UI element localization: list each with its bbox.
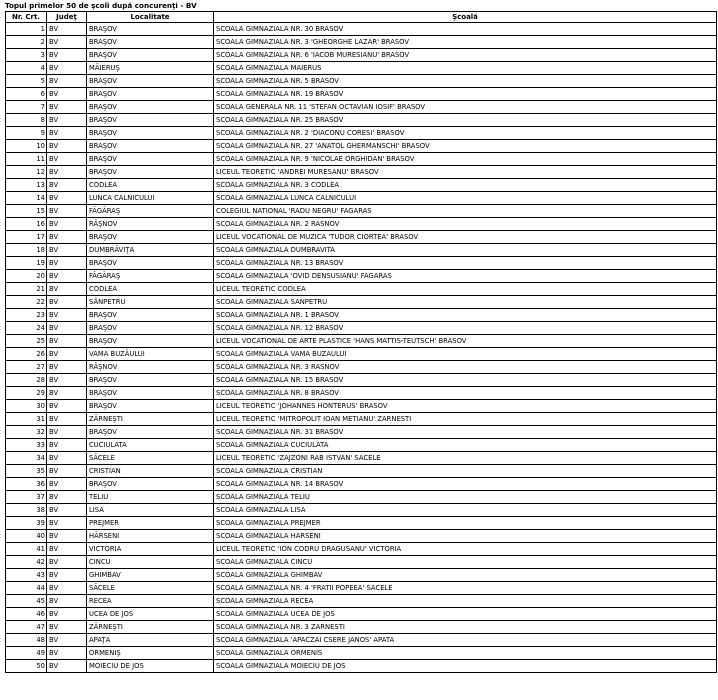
- cell-nr-crt: 16: [6, 218, 47, 231]
- cell-scoala: SCOALA GIMNAZIALA NR. 9 'NICOLAE ORGHIDAN' BRASOV: [214, 153, 717, 166]
- cell-judet: BV: [47, 426, 87, 439]
- cell-scoala: SCOALA GIMNAZIALA NR. 3 'GHEORGHE LAZAR' BRASOV: [214, 36, 717, 49]
- cell-scoala: SCOALA GIMNAZIALA MOIECIU DE JOS: [214, 660, 717, 673]
- table-row: [6, 114, 717, 127]
- schools-table: [5, 11, 717, 673]
- cell-localitate: BRAŞOV: [87, 23, 214, 36]
- cell-nr-crt: 23: [6, 309, 47, 322]
- cell-judet: BV: [47, 192, 87, 205]
- cell-localitate: BRAŞOV: [87, 127, 214, 140]
- cell-nr-crt: 50: [6, 660, 47, 673]
- table-row: [6, 62, 717, 75]
- cell-scoala: SCOALA GIMNAZIALA NR. 31 BRASOV: [214, 426, 717, 439]
- cell-localitate: BRAŞOV: [87, 309, 214, 322]
- table-row: [6, 270, 717, 283]
- cell-localitate: SÂNPETRU: [87, 296, 214, 309]
- cell-scoala: SCOALA GIMNAZIALA RECEA: [214, 595, 717, 608]
- cell-scoala: SCOALA GIMNAZIALA LUNCA CALNICULUI: [214, 192, 717, 205]
- cell-scoala: SCOALA GIMNAZIALA 'OVID DENSUSIANU' FAGARAS: [214, 270, 717, 283]
- cell-localitate: GHIMBAV: [87, 569, 214, 582]
- cell-nr-crt: 39: [6, 517, 47, 530]
- cell-scoala: SCOALA GIMNAZIALA NR. 14 BRASOV: [214, 478, 717, 491]
- header-nr-crt: Nr. Crt.: [6, 12, 47, 23]
- cell-judet: BV: [47, 465, 87, 478]
- cell-nr-crt: 6: [6, 88, 47, 101]
- cell-scoala: SCOALA GIMNAZIALA DUMBRAVITA: [214, 244, 717, 257]
- cell-nr-crt: 32: [6, 426, 47, 439]
- cell-nr-crt: 49: [6, 647, 47, 660]
- cell-localitate: BRAŞOV: [87, 400, 214, 413]
- cell-localitate: BRAŞOV: [87, 36, 214, 49]
- header-localitate: Localitate: [87, 12, 214, 23]
- cell-scoala: SCOALA GIMNAZIALA CINCU: [214, 556, 717, 569]
- cell-judet: BV: [47, 634, 87, 647]
- cell-localitate: BRAŞOV: [87, 153, 214, 166]
- table-row: [6, 296, 717, 309]
- cell-judet: BV: [47, 179, 87, 192]
- cell-nr-crt: 33: [6, 439, 47, 452]
- cell-judet: BV: [47, 491, 87, 504]
- cell-judet: BV: [47, 62, 87, 75]
- table-row: [6, 647, 717, 660]
- cell-scoala: SCOALA GIMNAZIALA ORMENIS: [214, 647, 717, 660]
- cell-scoala: SCOALA GIMNAZIALA NR. 2 'DIACONU CORESI' BRASOV: [214, 127, 717, 140]
- table-row: [6, 348, 717, 361]
- cell-judet: BV: [47, 621, 87, 634]
- cell-nr-crt: 44: [6, 582, 47, 595]
- cell-judet: BV: [47, 439, 87, 452]
- cell-nr-crt: 27: [6, 361, 47, 374]
- cell-scoala: SCOALA GIMNAZIALA NR. 30 BRASOV: [214, 23, 717, 36]
- cell-scoala: SCOALA GIMNAZIALA TELIU: [214, 491, 717, 504]
- cell-scoala: SCOALA GIMNAZIALA NR. 4 'FRATII POPEEA' SACELE: [214, 582, 717, 595]
- table-row: [6, 556, 717, 569]
- cell-nr-crt: 48: [6, 634, 47, 647]
- table-row: [6, 36, 717, 49]
- table-row: [6, 530, 717, 543]
- cell-localitate: BRAŞOV: [87, 322, 214, 335]
- table-row: [6, 166, 717, 179]
- cell-nr-crt: 24: [6, 322, 47, 335]
- cell-nr-crt: 14: [6, 192, 47, 205]
- table-row: [6, 192, 717, 205]
- cell-judet: BV: [47, 647, 87, 660]
- cell-scoala: SCOALA GIMNAZIALA NR. 15 BRASOV: [214, 374, 717, 387]
- table-row: [6, 426, 717, 439]
- cell-judet: BV: [47, 348, 87, 361]
- cell-nr-crt: 29: [6, 387, 47, 400]
- cell-nr-crt: 43: [6, 569, 47, 582]
- cell-judet: BV: [47, 270, 87, 283]
- cell-scoala: SCOALA GIMNAZIALA SANPETRU: [214, 296, 717, 309]
- cell-scoala: SCOALA GIMNAZIALA LISA: [214, 504, 717, 517]
- cell-judet: BV: [47, 23, 87, 36]
- header-scoala: Şcoală: [214, 12, 717, 23]
- cell-nr-crt: 20: [6, 270, 47, 283]
- cell-nr-crt: 35: [6, 465, 47, 478]
- cell-localitate: MĂIERUŞ: [87, 62, 214, 75]
- cell-scoala: SCOALA GIMNAZIALA NR. 19 BRASOV: [214, 88, 717, 101]
- table-row: [6, 543, 717, 556]
- cell-judet: BV: [47, 374, 87, 387]
- cell-localitate: BRAŞOV: [87, 49, 214, 62]
- cell-localitate: BRAŞOV: [87, 140, 214, 153]
- cell-nr-crt: 15: [6, 205, 47, 218]
- cell-localitate: CODLEA: [87, 179, 214, 192]
- cell-judet: BV: [47, 283, 87, 296]
- cell-nr-crt: 30: [6, 400, 47, 413]
- cell-scoala: SCOALA GIMNAZIALA VAMA BUZAULUI: [214, 348, 717, 361]
- cell-nr-crt: 26: [6, 348, 47, 361]
- cell-scoala: SCOALA GIMNAZIALA NR. 25 BRASOV: [214, 114, 717, 127]
- cell-nr-crt: 21: [6, 283, 47, 296]
- table-row: [6, 101, 717, 114]
- cell-localitate: HĂRSENI: [87, 530, 214, 543]
- cell-judet: BV: [47, 88, 87, 101]
- cell-judet: BV: [47, 582, 87, 595]
- cell-judet: BV: [47, 231, 87, 244]
- cell-nr-crt: 22: [6, 296, 47, 309]
- cell-judet: BV: [47, 257, 87, 270]
- cell-nr-crt: 40: [6, 530, 47, 543]
- table-row: [6, 49, 717, 62]
- cell-localitate: BRAŞOV: [87, 374, 214, 387]
- cell-judet: BV: [47, 543, 87, 556]
- cell-judet: BV: [47, 530, 87, 543]
- table-row: [6, 595, 717, 608]
- cell-localitate: LUNCA CALNICULUI: [87, 192, 214, 205]
- cell-judet: BV: [47, 478, 87, 491]
- cell-judet: BV: [47, 244, 87, 257]
- table-row: [6, 608, 717, 621]
- cell-nr-crt: 10: [6, 140, 47, 153]
- cell-nr-crt: 1: [6, 23, 47, 36]
- cell-localitate: UCEA DE JOS: [87, 608, 214, 621]
- cell-nr-crt: 31: [6, 413, 47, 426]
- table-row: [6, 452, 717, 465]
- cell-judet: BV: [47, 205, 87, 218]
- cell-nr-crt: 38: [6, 504, 47, 517]
- cell-judet: BV: [47, 452, 87, 465]
- cell-nr-crt: 5: [6, 75, 47, 88]
- cell-judet: BV: [47, 322, 87, 335]
- table-row: [6, 75, 717, 88]
- header-judet: Judeţ: [47, 12, 87, 23]
- cell-judet: BV: [47, 140, 87, 153]
- table-row: [6, 634, 717, 647]
- cell-localitate: BRAŞOV: [87, 387, 214, 400]
- cell-localitate: RÂŞNOV: [87, 361, 214, 374]
- cell-localitate: LISA: [87, 504, 214, 517]
- cell-nr-crt: 36: [6, 478, 47, 491]
- cell-judet: BV: [47, 387, 87, 400]
- table-row: [6, 621, 717, 634]
- table-row: [6, 322, 717, 335]
- cell-scoala: SCOALA GIMNAZIALA HARSENI: [214, 530, 717, 543]
- table-row: [6, 660, 717, 673]
- cell-scoala: SCOALA GIMNAZIALA NR. 3 RASNOV: [214, 361, 717, 374]
- cell-nr-crt: 18: [6, 244, 47, 257]
- cell-localitate: CUCIULATA: [87, 439, 214, 452]
- table-row: [6, 179, 717, 192]
- cell-scoala: SCOALA GIMNAZIALA CRISTIAN: [214, 465, 717, 478]
- table-row: [6, 491, 717, 504]
- cell-judet: BV: [47, 166, 87, 179]
- table-row: [6, 140, 717, 153]
- cell-judet: BV: [47, 608, 87, 621]
- cell-judet: BV: [47, 75, 87, 88]
- cell-scoala: SCOALA GIMNAZIALA NR. 27 'ANATOL GHERMANSCHI' BRASOV: [214, 140, 717, 153]
- table-row: [6, 569, 717, 582]
- cell-judet: BV: [47, 517, 87, 530]
- cell-nr-crt: 13: [6, 179, 47, 192]
- cell-judet: BV: [47, 296, 87, 309]
- cell-localitate: RECEA: [87, 595, 214, 608]
- table-row: [6, 387, 717, 400]
- cell-scoala: LICEUL VOCATIONAL DE ARTE PLASTICE 'HANS MATTIS-TEUTSCH' BRASOV: [214, 335, 717, 348]
- cell-localitate: ZĂRNEŞTI: [87, 413, 214, 426]
- header-row: [6, 12, 717, 23]
- cell-scoala: SCOALA GIMNAZIALA UCEA DE JOS: [214, 608, 717, 621]
- cell-judet: BV: [47, 413, 87, 426]
- table-row: [6, 413, 717, 426]
- table-row: [6, 400, 717, 413]
- cell-nr-crt: 11: [6, 153, 47, 166]
- cell-scoala: SCOALA GIMNAZIALA NR. 3 CODLEA: [214, 179, 717, 192]
- cell-localitate: BRAŞOV: [87, 335, 214, 348]
- cell-nr-crt: 45: [6, 595, 47, 608]
- cell-judet: BV: [47, 114, 87, 127]
- cell-nr-crt: 46: [6, 608, 47, 621]
- cell-judet: BV: [47, 309, 87, 322]
- cell-scoala: SCOALA GIMNAZIALA PREJMER: [214, 517, 717, 530]
- cell-localitate: BRAŞOV: [87, 101, 214, 114]
- cell-localitate: BRAŞOV: [87, 166, 214, 179]
- cell-localitate: RÂŞNOV: [87, 218, 214, 231]
- cell-judet: BV: [47, 218, 87, 231]
- cell-scoala: LICEUL VOCATIONAL DE MUZICA 'TUDOR CIORTEA' BRASOV: [214, 231, 717, 244]
- cell-judet: BV: [47, 595, 87, 608]
- cell-scoala: SCOALA GIMNAZIALA GHIMBAV: [214, 569, 717, 582]
- cell-localitate: APAŢA: [87, 634, 214, 647]
- cell-scoala: SCOALA GIMNAZIALA NR. 12 BRASOV: [214, 322, 717, 335]
- table-row: [6, 465, 717, 478]
- cell-localitate: VICTORIA: [87, 543, 214, 556]
- cell-scoala: SCOALA GENERALA NR. 11 'STEFAN OCTAVIAN IOSIF' BRASOV: [214, 101, 717, 114]
- cell-judet: BV: [47, 400, 87, 413]
- cell-localitate: BRAŞOV: [87, 231, 214, 244]
- cell-scoala: LICEUL TEORETIC 'ZAJZONI RAB ISTVAN' SACELE: [214, 452, 717, 465]
- cell-nr-crt: 28: [6, 374, 47, 387]
- cell-judet: BV: [47, 127, 87, 140]
- cell-localitate: SĂCELE: [87, 452, 214, 465]
- cell-localitate: BRAŞOV: [87, 426, 214, 439]
- table-row: [6, 244, 717, 257]
- cell-judet: BV: [47, 556, 87, 569]
- cell-localitate: CRISTIAN: [87, 465, 214, 478]
- cell-localitate: FĂGĂRAŞ: [87, 205, 214, 218]
- table-row: [6, 23, 717, 36]
- cell-localitate: FĂGĂRAŞ: [87, 270, 214, 283]
- cell-localitate: TELIU: [87, 491, 214, 504]
- cell-judet: BV: [47, 660, 87, 673]
- table-row: [6, 257, 717, 270]
- cell-nr-crt: 8: [6, 114, 47, 127]
- cell-localitate: ORMENIŞ: [87, 647, 214, 660]
- cell-localitate: DUMBRĂVIŢA: [87, 244, 214, 257]
- cell-judet: BV: [47, 504, 87, 517]
- cell-scoala: LICEUL TEORETIC 'ION CODRU DRAGUSANU' VICTORIA: [214, 543, 717, 556]
- cell-nr-crt: 9: [6, 127, 47, 140]
- table-row: [6, 478, 717, 491]
- cell-localitate: SĂCELE: [87, 582, 214, 595]
- table-row: [6, 517, 717, 530]
- cell-localitate: VAMA BUZĂULUI: [87, 348, 214, 361]
- cell-judet: BV: [47, 569, 87, 582]
- table-row: [6, 88, 717, 101]
- cell-scoala: LICEUL TEORETIC CODLEA: [214, 283, 717, 296]
- cell-localitate: MOIECIU DE JOS: [87, 660, 214, 673]
- table-row: [6, 127, 717, 140]
- table-row: [6, 231, 717, 244]
- cell-scoala: SCOALA GIMNAZIALA NR. 5 BRASOV: [214, 75, 717, 88]
- cell-scoala: SCOALA GIMNAZIALA CUCIULATA: [214, 439, 717, 452]
- cell-localitate: PREJMER: [87, 517, 214, 530]
- cell-nr-crt: 7: [6, 101, 47, 114]
- cell-scoala: SCOALA GIMNAZIALA NR. 3 ZARNESTI: [214, 621, 717, 634]
- cell-nr-crt: 25: [6, 335, 47, 348]
- cell-localitate: BRAŞOV: [87, 257, 214, 270]
- table-row: [6, 504, 717, 517]
- table-row: [6, 205, 717, 218]
- cell-nr-crt: 17: [6, 231, 47, 244]
- cell-localitate: CODLEA: [87, 283, 214, 296]
- cell-judet: BV: [47, 153, 87, 166]
- table-row: [6, 361, 717, 374]
- table-row: [6, 582, 717, 595]
- cell-nr-crt: 47: [6, 621, 47, 634]
- cell-judet: BV: [47, 36, 87, 49]
- table-row: [6, 439, 717, 452]
- cell-nr-crt: 34: [6, 452, 47, 465]
- cell-localitate: BRAŞOV: [87, 88, 214, 101]
- cell-localitate: BRAŞOV: [87, 75, 214, 88]
- cell-judet: BV: [47, 335, 87, 348]
- cell-judet: BV: [47, 49, 87, 62]
- cell-scoala: SCOALA GIMNAZIALA NR. 1 BRASOV: [214, 309, 717, 322]
- table-row: [6, 335, 717, 348]
- cell-nr-crt: 42: [6, 556, 47, 569]
- cell-nr-crt: 19: [6, 257, 47, 270]
- cell-nr-crt: 12: [6, 166, 47, 179]
- cell-scoala: LICEUL TEORETIC 'ANDREI MURESANU' BRASOV: [214, 166, 717, 179]
- cell-localitate: BRAŞOV: [87, 478, 214, 491]
- cell-judet: BV: [47, 101, 87, 114]
- cell-scoala: LICEUL TEORETIC 'JOHANNES HONTERUS' BRASOV: [214, 400, 717, 413]
- cell-scoala: SCOALA GIMNAZIALA NR. 13 BRASOV: [214, 257, 717, 270]
- cell-localitate: CINCU: [87, 556, 214, 569]
- table-title: Topul primelor 50 de şcoli după concurenţi - BV: [5, 1, 197, 10]
- cell-scoala: SCOALA GIMNAZIALA NR. 6 'IACOB MURESIANU' BRASOV: [214, 49, 717, 62]
- cell-localitate: ZĂRNEŞTI: [87, 621, 214, 634]
- cell-localitate: BRAŞOV: [87, 114, 214, 127]
- cell-nr-crt: 4: [6, 62, 47, 75]
- table-row: [6, 374, 717, 387]
- cell-scoala: LICEUL TEORETIC 'MITROPOLIT IOAN METIANU' ZARNESTI: [214, 413, 717, 426]
- cell-nr-crt: 37: [6, 491, 47, 504]
- table-row: [6, 218, 717, 231]
- cell-scoala: SCOALA GIMNAZIALA NR. 2 RASNOV: [214, 218, 717, 231]
- cell-scoala: SCOALA GIMNAZIALA MAIERUS: [214, 62, 717, 75]
- cell-nr-crt: 3: [6, 49, 47, 62]
- cell-judet: BV: [47, 361, 87, 374]
- table-row: [6, 309, 717, 322]
- table-row: [6, 153, 717, 166]
- cell-nr-crt: 2: [6, 36, 47, 49]
- cell-scoala: COLEGIUL NATIONAL 'RADU NEGRU' FAGARAS: [214, 205, 717, 218]
- cell-scoala: SCOALA GIMNAZIALA NR. 8 BRASOV: [214, 387, 717, 400]
- cell-nr-crt: 41: [6, 543, 47, 556]
- cell-scoala: SCOALA GIMNAZIALA 'APACZAI CSERE JANOS' APATA: [214, 634, 717, 647]
- table-row: [6, 283, 717, 296]
